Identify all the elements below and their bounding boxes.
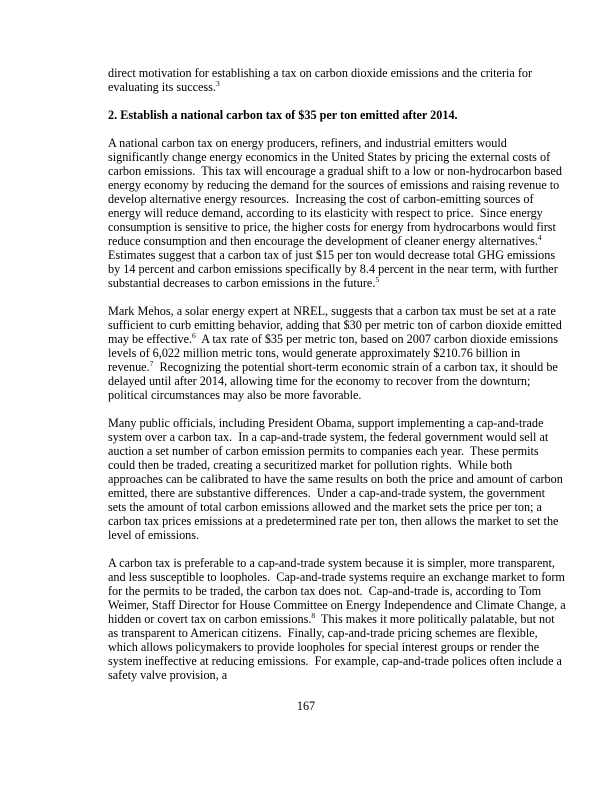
body-paragraph: [108, 416, 566, 542]
footnote-reference: 8: [311, 610, 316, 620]
paragraph-text: direct motivation for establishing a tax on carbon dioxide emissions and the criteria for evaluating its success.: [108, 66, 536, 94]
paragraph-text: Recognizing the potential short-term economic strain of a carbon tax, it should be delayed until after 2014, allowing time for the economy to recover from the downturn; political circumstances may also be more favorable.: [108, 360, 561, 402]
paragraph-text: A tax rate of $35 per metric ton, based on 2007 carbon dioxide emissions levels of 6,022 million metric tons, would generate approximately $210.76 billion in revenue.: [108, 332, 561, 374]
body-paragraph: [108, 556, 569, 682]
footnote-reference: 4: [537, 232, 542, 242]
footnote-reference: 6: [192, 330, 196, 340]
section-heading: [108, 108, 566, 122]
footnote-reference: 3: [215, 78, 220, 88]
paragraph-text: This makes it more politically palatable, but not as transparent to American citizens. Finally, cap-and-trade pricing schemes are flexible, which allows policymakers to provide loopholes for special interest groups or render the system ineffective at reducing emissions. For example, cap-and-trade polices often include a safety valve provision, a: [108, 612, 565, 682]
body-paragraph: [108, 136, 566, 290]
page-number: 167: [296, 699, 316, 713]
paragraph-text: A carbon tax is preferable to a cap-and-trade system because it is simpler, more transparent, and less susceptible to loopholes. Cap-and-trade systems require an exchange market to form for the permits to be traded, the carbon tax does not. Cap-and-trade is, according to Tom Weimer, Staff Director for House Committee on Energy Independence and Climate Change, a hidden or covert tax on carbon emissions.: [108, 556, 569, 626]
paragraph-text: 2. Establish a national carbon tax of $35 per ton emitted after 2014.: [108, 108, 458, 122]
paragraph-text: Estimates suggest that a carbon tax of just $15 per ton would decrease total GHG emissions by 14 percent and carbon emissions specifically by 8.4 percent in the near term, with further substantial decreases to carbon emissions in the future.: [108, 234, 561, 290]
footnote-reference: 5: [375, 274, 380, 284]
paragraph-text: A national carbon tax on energy producers, refiners, and industrial emitters would significantly change energy economics in the United States by pricing the external costs of carbon emissions. This tax will encourage a gradual shift to a low or non-hydrocarbon based energy economy by reducing the demand for the sources of emissions and raising revenue to develop alternative energy resources. Increasing the cost of carbon-emitting sources of energy will reduce demand, according to its elasticity with respect to price. Since energy consumption is sensitive to price, the higher costs for energy from hydrocarbons would first reduce consumption and then encourage the development of cleaner energy alternatives.: [108, 136, 566, 248]
paragraph-text: Mark Mehos, a solar energy expert at NREL, suggests that a carbon tax must be set at a rate sufficient to curb emitting behavior, adding that $30 per metric ton of carbon dioxide emitted may be effective.: [108, 304, 565, 346]
page-content: [108, 66, 569, 696]
body-paragraph: [108, 304, 566, 402]
paragraph-text: Many public officials, including President Obama, support implementing a cap-and-trade system over a carbon tax. In a cap-and-trade system, the federal government would sell at auction a set number of carbon emission permits to companies each year. These permits could then be traded, creating a securitized market for pollution rights. While both approaches can be calibrated to have the same results on both the price and amount of carbon emitted, there are substantive differences. Under a cap-and-trade system, the government sets the amount of total carbon emissions allowed and the market sets the price per ton; a carbon tax prices emissions at a predetermined rate per ton, then allows the market to set the level of emissions.: [108, 416, 566, 542]
footnote-reference: 7: [149, 358, 154, 368]
body-paragraph: [108, 66, 566, 94]
